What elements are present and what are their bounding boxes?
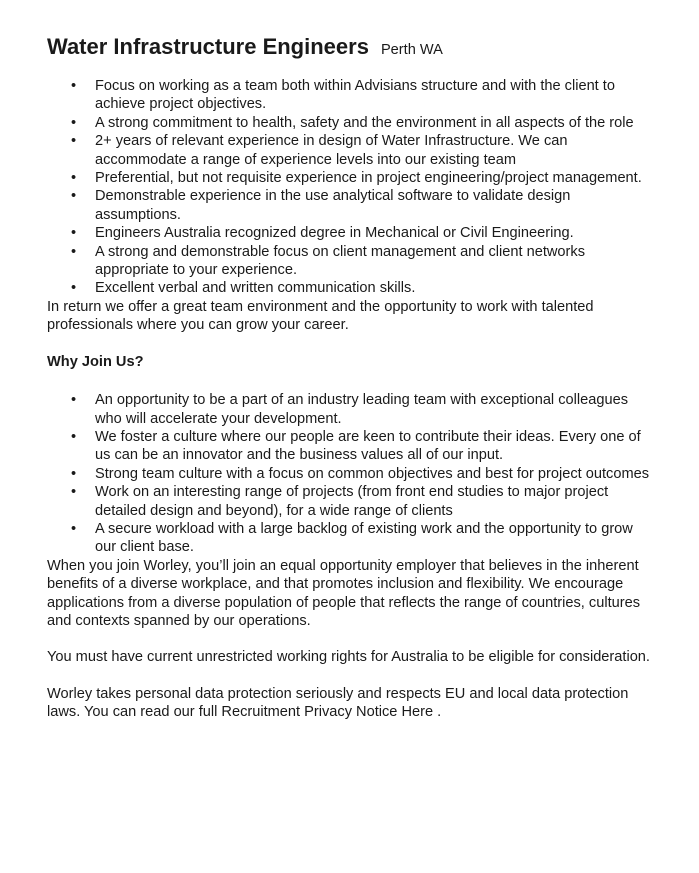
bullet-icon: • <box>71 520 77 537</box>
list-item-text: Work on an interesting range of projects (from front end studies to major project detailed design and beyond), for a wide range of clients <box>95 484 609 519</box>
list-item <box>47 169 653 187</box>
offer-paragraph: In return we offer a great team environment and the opportunity to work with talented professionals where you can grow your career. <box>47 298 594 334</box>
list-item-text: Engineers Australia recognized degree in Mechanical or Civil Engineering. <box>95 225 574 242</box>
list-item-text: Preferential, but not requisite experience in project engineering/project management. <box>95 170 642 187</box>
list-item-text: Demonstrable experience in the use analytical software to validate design assumptions. <box>95 188 571 223</box>
list-item-text: Excellent verbal and written communication skills. <box>95 280 416 297</box>
list-item-text: A strong and demonstrable focus on client management and client networks appropriate to your experience. <box>95 243 585 279</box>
bullet-icon: • <box>71 428 77 445</box>
bullet-icon: • <box>71 133 77 150</box>
bullet-icon: • <box>71 243 77 260</box>
list-item <box>47 391 653 428</box>
list-item <box>47 520 653 557</box>
list-item-text: Strong team culture with a focus on common objectives and best for project outcomes <box>95 465 650 482</box>
list-item-text: We foster a culture where our people are keen to contribute their ideas. Every one of us can be an innovator and the business values all of our input. <box>95 428 641 464</box>
list-item-text: Focus on working as a team both within Advisians structure and with the client to achieve project objectives. <box>95 78 615 113</box>
list-item <box>47 465 653 483</box>
bullet-icon: • <box>71 465 77 482</box>
list-item-text: 2+ years of relevant experience in design of Water Infrastructure. We can accommodate a range of experience levels into our existing team <box>95 133 568 168</box>
bullet-icon: • <box>71 188 77 205</box>
bullet-icon: • <box>71 484 77 501</box>
list-item <box>47 114 653 132</box>
benefits-list <box>47 391 653 557</box>
page-title: Water Infrastructure Engineers <box>47 34 369 59</box>
list-item <box>47 132 653 169</box>
bullet-icon: • <box>71 114 77 131</box>
header <box>47 34 653 60</box>
bullet-icon: • <box>71 78 77 94</box>
list-item <box>47 224 653 242</box>
work-rights-paragraph: You must have current unrestricted working rights for Australia to be eligible for consideration. <box>47 649 650 666</box>
diversity-paragraph: When you join Worley, you’ll join an equal opportunity employer that believes in the inherent benefits of a diverse workplace, and that promotes inclusion and flexibility. We encourage applications from a diverse population of people that reflects the range of countries, cultures and contexts spanned by our operations. <box>47 557 641 629</box>
list-item <box>47 77 653 114</box>
why-join-heading: Why Join Us? <box>47 353 144 370</box>
list-item-text: A secure workload with a large backlog of existing work and the opportunity to grow our client base. <box>95 520 633 556</box>
bullet-icon: • <box>71 280 77 297</box>
list-item-text: A strong commitment to health, safety and the environment in all aspects of the role <box>95 114 634 131</box>
job-location: Perth WA <box>380 42 443 58</box>
list-item <box>47 279 653 297</box>
privacy-paragraph: Worley takes personal data protection seriously and respects EU and local data protection laws. You can read our full Recruitment Privacy Notice Here . <box>47 685 629 721</box>
list-item <box>47 483 653 520</box>
list-item <box>47 243 653 280</box>
list-item <box>47 187 653 224</box>
bullet-icon: • <box>71 170 77 187</box>
bullet-icon: • <box>71 392 77 409</box>
bullet-icon: • <box>71 225 77 242</box>
requirements-list <box>47 77 653 298</box>
list-item <box>47 428 653 465</box>
list-item-text: An opportunity to be a part of an industry leading team with exceptional colleagues who will accelerate your development. <box>95 392 629 427</box>
